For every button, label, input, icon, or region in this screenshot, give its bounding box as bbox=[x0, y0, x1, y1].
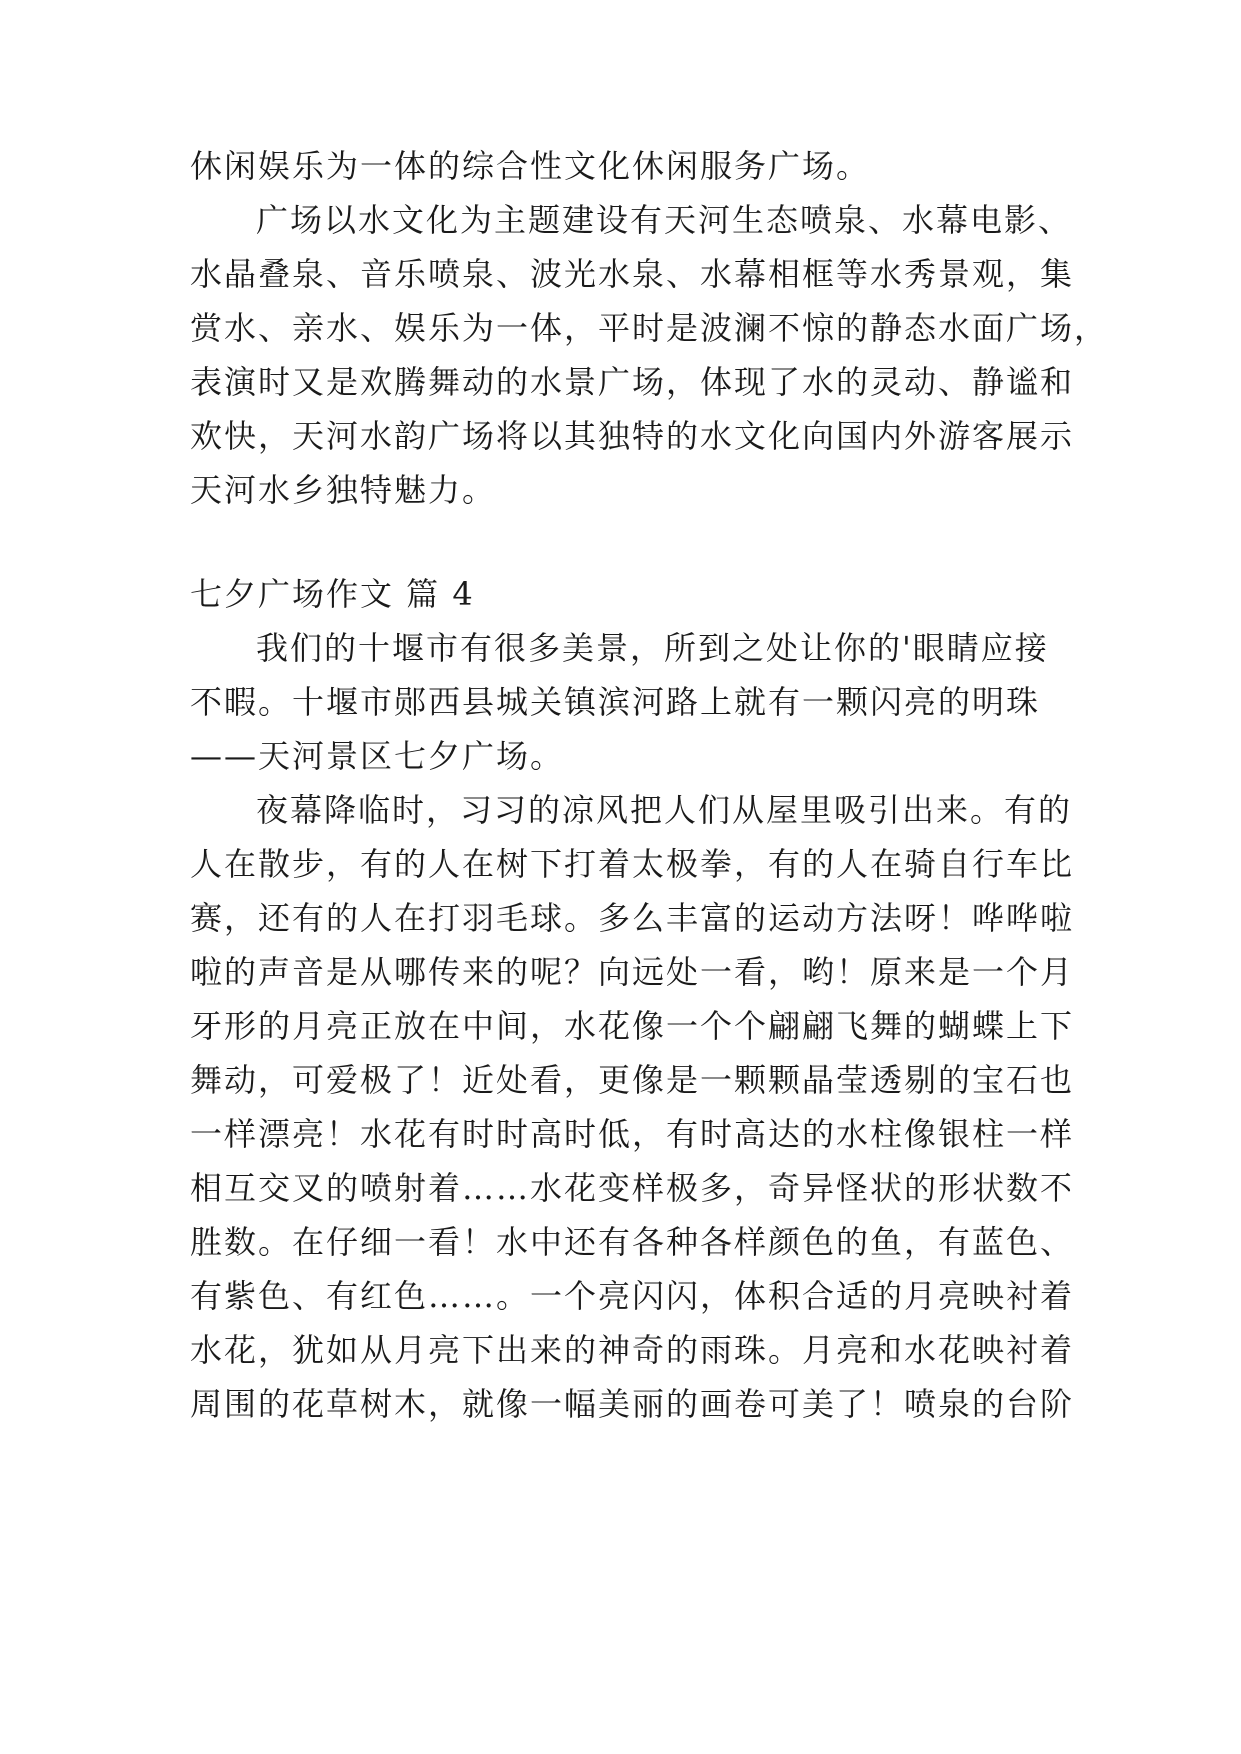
text-line: 休闲娱乐为一体的综合性文化休闲服务广场。 bbox=[190, 147, 871, 185]
text-line: 表演时又是欢腾舞动的水景广场，体现了水的灵动、静谧和 bbox=[190, 363, 1075, 401]
text-line: 不暇。十堰市郧西县城关镇滨河路上就有一颗闪亮的明珠 bbox=[190, 683, 1041, 721]
text-line: 有紫色、有红色……。一个亮闪闪，体积合适的月亮映衬着 bbox=[190, 1277, 1075, 1315]
text-line: 赏水、亲水、娱乐为一体，平时是波澜不惊的静态水面广场， bbox=[190, 309, 1109, 347]
text-line: 舞动，可爱极了！近处看，更像是一颗颗晶莹透剔的宝石也 bbox=[190, 1061, 1075, 1099]
text-line: ——天河景区七夕广场。 bbox=[190, 737, 565, 775]
text-line: 牙形的月亮正放在中间，水花像一个个翩翩飞舞的蝴蝶上下 bbox=[190, 1007, 1075, 1045]
text-line: 相互交叉的喷射着……水花变样极多，奇异怪状的形状数不 bbox=[190, 1169, 1075, 1207]
text-line: 我们的十堰市有很多美景，所到之处让你的'眼睛应接 bbox=[256, 629, 1049, 667]
section-heading: 七夕广场作文 篇 4 bbox=[190, 575, 475, 613]
text-line: 周围的花草树木，就像一幅美丽的画卷可美了！喷泉的台阶 bbox=[190, 1385, 1075, 1423]
text-line: 水晶叠泉、音乐喷泉、波光水泉、水幕相框等水秀景观，集 bbox=[190, 255, 1075, 293]
text-line: 欢快，天河水韵广场将以其独特的水文化向国内外游客展示 bbox=[190, 417, 1075, 455]
text-line: 一样漂亮！水花有时时高时低，有时高达的水柱像银柱一样 bbox=[190, 1115, 1075, 1153]
text-line: 天河水乡独特魅力。 bbox=[190, 471, 497, 509]
text-line: 啦的声音是从哪传来的呢？向远处一看，哟！原来是一个月 bbox=[190, 953, 1075, 991]
text-line: 夜幕降临时，习习的凉风把人们从屋里吸引出来。有的 bbox=[256, 791, 1073, 829]
text-line: 赛，还有的人在打羽毛球。多么丰富的运动方法呀！哗哗啦 bbox=[190, 899, 1075, 937]
text-line: 水花，犹如从月亮下出来的神奇的雨珠。月亮和水花映衬着 bbox=[190, 1331, 1075, 1369]
text-line: 人在散步，有的人在树下打着太极拳，有的人在骑自行车比 bbox=[190, 845, 1075, 883]
text-line: 胜数。在仔细一看！水中还有各种各样颜色的鱼，有蓝色、 bbox=[190, 1223, 1075, 1261]
text-line: 广场以水文化为主题建设有天河生态喷泉、水幕电影、 bbox=[256, 201, 1073, 239]
